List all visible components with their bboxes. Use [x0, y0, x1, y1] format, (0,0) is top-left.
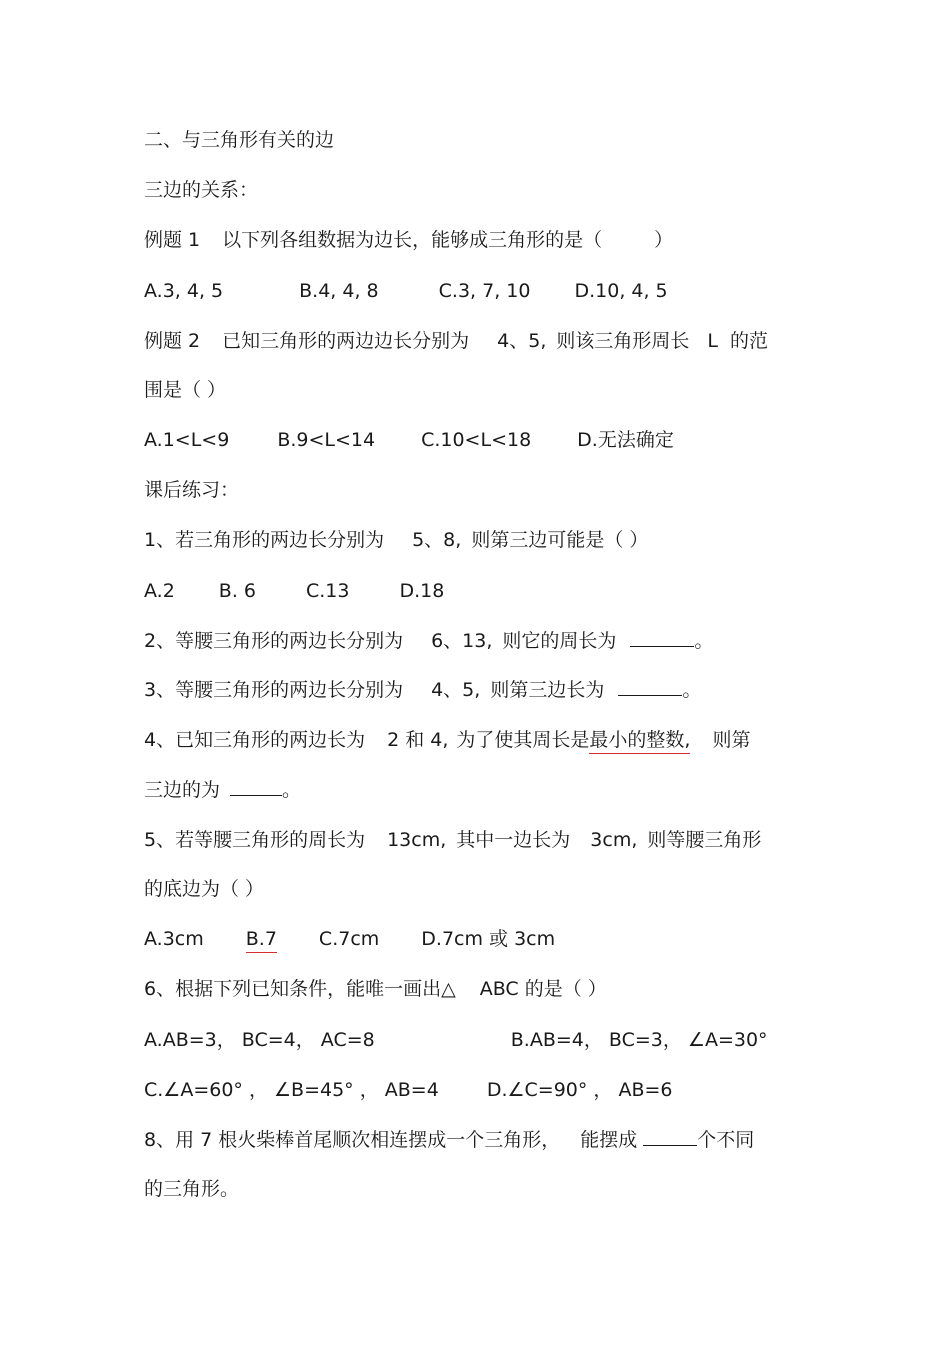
- q5-text: 5、若等腰三角形的周长为: [144, 829, 366, 851]
- section-title: [144, 128, 334, 152]
- q4-answer-blank[interactable]: [230, 777, 282, 796]
- question-5-cont: [144, 877, 264, 901]
- q2-text-2: 则它的周长为: [502, 630, 617, 652]
- homework-heading-text: 课后练习：: [144, 479, 240, 501]
- subheading-three-sides: [144, 178, 258, 202]
- option-b: B.9<L<14: [277, 429, 376, 451]
- option-b: B.7: [246, 927, 277, 953]
- option-b: B.AB=4， BC=3， ∠A=30°: [510, 1029, 768, 1051]
- q2-sides: 6、13,: [431, 630, 493, 652]
- q2-text: 2、等腰三角形的两边长分别为: [144, 630, 404, 652]
- option-d: D.10, 4, 5: [574, 280, 668, 302]
- q6-text: 6、根据下列已知条件，能唯一画出△: [144, 978, 456, 1000]
- q8-cont-text: 的三角形。: [144, 1178, 240, 1200]
- q5-cont-text: 的底边为（ ）: [144, 878, 265, 900]
- question-4-cont: [144, 777, 301, 802]
- q3-period: 。: [682, 679, 702, 701]
- option-c: C.10<L<18: [421, 429, 532, 451]
- q4-text-2: 为了使其周长是: [456, 729, 590, 751]
- option-b: B.4, 4, 8: [299, 280, 379, 302]
- section-title-text: 二、与三角形有关的边: [144, 129, 335, 151]
- q1-sides: 5、8,: [412, 529, 462, 551]
- example-2-label: 例题 2: [144, 330, 201, 352]
- question-8: [144, 1127, 754, 1152]
- subheading-text: 三边的关系：: [144, 179, 259, 201]
- example-1-label: 例题 1: [144, 229, 201, 251]
- option-d: D.18: [399, 580, 445, 602]
- option-a: A.1<L<9: [144, 429, 230, 451]
- question-8-cont: [144, 1177, 239, 1201]
- q1-text: 1、若三角形的两边长分别为: [144, 529, 385, 551]
- q4-text: 4、已知三角形的两边长为: [144, 729, 366, 751]
- option-a: A.3, 4, 5: [144, 280, 224, 302]
- q4-sides: 2 和 4,: [387, 729, 449, 751]
- example-2-question: [144, 329, 768, 353]
- option-c: C.7cm: [318, 928, 380, 950]
- q8-text: 8、用 7 根火柴棒首尾顺次相连摆成一个三角形，: [144, 1129, 561, 1151]
- q5-perimeter: 13cm,: [387, 829, 447, 851]
- q3-text: 3、等腰三角形的两边长分别为: [144, 679, 404, 701]
- question-4: [144, 728, 750, 754]
- q4-text-3: 则第: [712, 729, 751, 751]
- q4-cont-text: 三边的为: [144, 779, 221, 801]
- option-d: D.∠C=90° ， AB=6: [486, 1079, 673, 1101]
- question-1-options: [144, 579, 444, 603]
- example-2-text-2: 则该三角形周长: [556, 330, 690, 352]
- option-d: D.无法确定: [577, 429, 674, 451]
- example-1-paren: ）: [654, 229, 674, 251]
- question-5-options: [144, 927, 555, 953]
- option-c: C.13: [306, 580, 350, 602]
- example-1-options: [144, 279, 668, 303]
- option-a: A.2: [144, 580, 175, 602]
- example-2-question-cont: [144, 378, 226, 402]
- option-c: C.3, 7, 10: [438, 280, 531, 302]
- option-a: A.AB=3， BC=4， AC=8: [144, 1029, 375, 1051]
- q8-text-3: 个不同: [697, 1129, 755, 1151]
- example-2-cont-text: 围是（ ）: [144, 379, 227, 401]
- q5-text-2: 其中一边长为: [456, 829, 571, 851]
- q6-text-2: ABC 的是（ ）: [479, 978, 607, 1000]
- question-6: [144, 977, 607, 1001]
- q2-period: 。: [694, 630, 714, 652]
- q4-underlined-text: 最小的整数,: [589, 728, 690, 754]
- q5-text-3: 则等腰三角形: [647, 829, 762, 851]
- example-2-options: [144, 428, 674, 452]
- option-b: B. 6: [218, 580, 256, 602]
- example-1-text: 以下列各组数据为边长，能够成三角形的是（: [222, 229, 603, 251]
- example-2-text-3: 的范: [729, 330, 768, 352]
- q5-side: 3cm,: [590, 829, 638, 851]
- question-1: [144, 528, 648, 552]
- q3-text-2: 则第三边长为: [490, 679, 605, 701]
- q4-period: 。: [282, 779, 302, 801]
- example-2-sides: 4、5,: [497, 330, 547, 352]
- question-6-options-ab: [144, 1028, 768, 1052]
- subheading-homework: [144, 478, 239, 502]
- q3-answer-blank[interactable]: [618, 677, 682, 696]
- q1-text-2: 则第三边可能是（ ）: [471, 529, 649, 551]
- option-a: A.3cm: [144, 928, 204, 950]
- option-d: D.7cm 或 3cm: [421, 928, 556, 950]
- option-c: C.∠A=60° ， ∠B=45° ， AB=4: [144, 1079, 439, 1101]
- question-3: [144, 677, 701, 702]
- question-6-options-cd: [144, 1078, 673, 1102]
- question-2: [144, 628, 713, 653]
- question-5: [144, 828, 761, 852]
- example-2-var: L: [707, 330, 718, 352]
- q8-text-2: 能摆成: [580, 1129, 638, 1151]
- q3-sides: 4、5,: [431, 679, 481, 701]
- q8-answer-blank[interactable]: [643, 1127, 697, 1146]
- example-2-text: 已知三角形的两边边长分别为: [222, 330, 470, 352]
- q2-answer-blank[interactable]: [630, 628, 694, 647]
- example-1-question: [144, 228, 673, 252]
